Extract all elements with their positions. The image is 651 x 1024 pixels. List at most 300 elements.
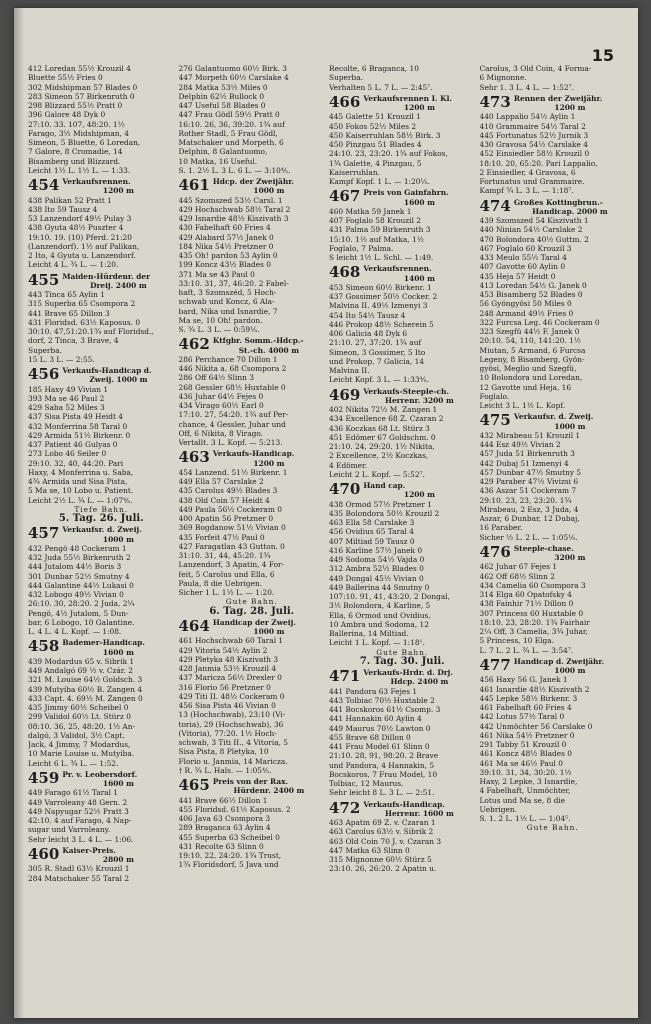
result-line: 18:10. 20, 65:20. Pari Lappalio, [479,158,598,168]
result-line: 23:10. 26, 26:20. 2 Apatin u. [329,864,437,874]
result-line: 406 Java 63 Csompora 3 [178,814,271,823]
result-line: 457 Juda 51 Birkenruth 3 [479,449,575,459]
result-line: 441 Brave 65 Dillon 3 [28,308,110,318]
result-line: Rother Stadl, 5 Frau Gödl, [178,128,278,138]
race-heading [28,177,175,196]
result-line: 455 Brave 68 Dillon 0 [329,732,411,742]
result-line: 410 Grammaire 54½ Taral 2 [479,121,586,131]
race-heading [179,618,326,637]
result-line: 2 Ito, 4 Gyuta u. Lanzendorf. [28,251,136,260]
result-line: 7 Galore, 8 Cromadie, 14 [28,147,123,157]
result-line: 432 Monferrina 58 Taral 0 [28,421,128,431]
result-line: † R. ¾ L. Hals. — 1:05⅘. [178,765,272,775]
result-line: 323 Szegfü 44½ F. Janek 0 [479,327,580,336]
result-line: Sehr 1. 3 L. 4 L. — 1:52⁷. [479,82,574,92]
race-title: Handicap d. Zweijähr. [513,656,605,666]
race-heading [480,544,627,563]
race-title: Verkaufsr. d. Zweij. [513,412,594,422]
result-line: 461 Isnardie 48½ Kiszivath 2 [479,684,590,694]
result-line: 286 Perchance 70 Dillon 1 [178,354,278,364]
result-line: 445 Szomszed 53½ Carsl. 1 [178,195,283,205]
race-number: 476 [479,542,511,561]
race-heading [179,777,326,796]
column-1 [28,64,175,994]
result-line: und Pandora, 4 Hannakin, 5 [329,760,435,770]
race-distance: Herrenr. 1600 m [384,808,454,818]
result-line: 456 Ovidius 65 Taral 4 [329,527,414,537]
result-line: Leicht Kopf. 3 L. — 1:33⅘. [329,375,430,385]
result-line: Bluette 55½ Fries 0 [28,73,103,83]
page-gutter-shadow [14,8,24,1018]
result-line: 29:10. 32, 40, 44:20. Pari [28,458,124,468]
race-heading [28,846,175,865]
race-heading [480,94,627,113]
race-number: 457 [28,524,60,543]
result-line: 439 Mutyiba 60½ B. Zangen 4 [28,684,143,694]
result-line: 449 Farago 61½ Taral 1 [28,788,118,798]
race-heading [329,800,476,819]
result-line: 439 Szomszed 54 Kiszivath 1 [479,216,589,225]
result-line: 461 Koncz 48½ Blades 0 [479,749,572,759]
result-line: 299 Validol 60½ Lt. Stürz 0 [28,712,131,722]
result-line: 446 Prokop 48½ Scherein 5 [329,319,434,329]
result-line: 407 Miltiad 59 Tausz 0 [329,536,415,546]
result-line: 442 Dubaj 51 Izmenyi 4 [479,458,569,468]
result-line: 435 Forfeit 47½ Paul 0 [178,532,265,542]
text-columns [28,64,626,994]
result-line: 449 Napyugar 52½ Pratt 3 [28,806,129,816]
result-line: 1¾ Floridsdorf, 5 Java und [178,860,279,870]
result-line: 407 Gavotte 60 Aylin 0 [479,262,566,272]
result-line: 449 Ballerina 44 Smutny 0 [329,582,430,592]
result-line: 431 Palma 59 Birkenruth 3 [329,225,431,235]
result-line: Delphin 62½ Bullock 0 [178,91,265,101]
result-line: 447 Useful 58 Blades 0 [178,101,266,110]
result-line: 184 Nika 54½ Pretzner 0 [178,241,274,251]
result-line: haft, 3 Szomszéd, 5 Hoch- [178,288,277,297]
race-heading [329,188,476,207]
race-title: Verkaufs-Handicap. [212,449,295,459]
result-line: Bocskoros, 7 Frau Model, 10 [329,769,438,779]
result-line: 462 Juhar 67 Fejes 1 [479,562,558,572]
result-line: 451 Edömer 67 Goldschm. 0 [329,432,436,442]
result-line: 21:10. 28, 91, 98:20. 2 Brave [329,751,439,761]
result-line: 449 Ella 57 Carslake 2 [178,477,264,486]
book-page [14,8,638,1018]
result-line: 302 Midshipman 57 Blades 0 [28,82,138,92]
result-line: 461 Fabelhaft 60 Fries 4 [479,703,572,712]
result-line: Off, 6 Nikita, 8 Virago. [178,428,264,438]
result-line: Pengö, 4½ Jutalom, 5 Dun- [28,608,129,618]
race-heading [28,272,175,291]
result-line: 453 Bisamberg 52 Blades 0 [479,290,583,299]
race-heading [480,657,627,676]
result-line: Leicht 1 L. Kopf. — 1:18¹. [329,638,425,648]
result-line: 437 Patient 46 Gulyas 0 [28,440,118,449]
result-line: 413 Loredan 54½ G. Janek 0 [479,280,587,290]
result-line: Matschaker und Morpeth, 6 [178,138,284,147]
race-distance: 1600 m [102,779,134,788]
result-line: 446 Nikita a. 68 Csompora 2 [178,364,287,373]
result-line: (Lanzendorf). 1½ auf Palikan, [28,241,140,251]
result-line: 449 Sodoma 54½ Vajda 0 [329,555,425,564]
race-number: 463 [178,448,210,467]
result-line: L. 4 L. 4 L. Kopf. — 1:08. [28,627,122,636]
result-line: 429 Hochschwab 58½ Taral 2 [178,204,291,214]
result-line: 21:10. 24, 29:20. 1½ Nikita, [329,442,435,451]
result-line: 445 Galette 51 Krouzil 1 [329,112,421,122]
result-line: 19:10. 22, 24:20. 1¾ Trust, [178,851,282,860]
race-heading [179,177,326,196]
race-distance: 1200 m [554,103,586,112]
race-distance: 1400 m [403,273,435,283]
result-line: Legeny, 8 Bisamberg, Gyön- [479,354,585,364]
result-line: 17:10. 27, 54:20. 1¾ auf Per- [178,410,289,420]
result-line: 444 Jutalom 44½ Boris 3 [28,562,122,572]
race-number: 454 [28,176,60,194]
result-line: 31:10. 31, 44, 45:20. 1¾ [178,551,271,560]
result-line: 467 Foglalo 60 Krouzil 3 [479,243,572,253]
result-line: 291 Tabby 51 Krouzil 0 [479,740,567,749]
race-number: 474 [479,196,511,215]
result-line: 456 Sisa Pista 46 Vivian 0 [178,701,276,710]
result-line: 435 Heja 57 Heidt 0 [479,271,556,281]
result-line: S. ¾ L. 3 L. — 0:59⅕. [178,325,260,334]
race-number: 458 [28,637,60,656]
result-line: 450 Pinzgau 51 Blades 4 [329,140,422,149]
result-line: Sehr leicht 3 L. 4 L. — 1:06. [28,834,134,844]
result-line: Foglalo. [479,391,510,401]
race-number: 455 [28,270,60,289]
result-line: 429 Vitoria 54½ Aylin 2 [178,645,268,655]
result-line: 431 Recolte 63 Slinn 0 [178,841,264,851]
result-line: 312 Ambra 52½ Blades 0 [329,564,424,574]
result-line: 4 Fabelhaft, Unmöchter, [479,786,571,796]
race-heading [179,336,326,355]
day-heading: 5. Tag. 26. Juli. [58,513,144,524]
result-line: 449 Paula 56½ Cockeram 0 [178,504,282,514]
race-distance: 1000 m [102,534,134,544]
race-number: 472 [329,798,361,817]
race-title: Verkaufsrennen. [62,177,131,186]
race-title: Bademer-Handicap. [62,638,145,648]
result-line: dalgó, 3 Validol, 3½ Capt. [28,730,125,740]
race-title: Kaiser-Preis. [62,845,116,855]
result-line: Leicht 1½ L. 1½ L. — 1:33. [28,165,131,175]
race-title: Maiden-Hürdenr. der [62,271,151,281]
race-number: 467 [329,187,361,206]
result-line: Mirabeau, 2 Esz, 3 Juda, 4 [479,504,579,514]
result-line: 441 Brave 66½ Dillon 1 [178,795,268,805]
result-line: 434 Excellence 68 Z. Czaran 2 [329,414,444,424]
race-distance: 1600 m [102,647,134,657]
race-title: Hand cap. [363,481,406,490]
result-line: S. 1. 2½ L. 3 L. 6 L. — 3:10⅘. [178,165,291,175]
result-line: 199 Koncz 43½ Blades 0 [178,260,271,270]
result-line: 453 Simeon 60½ Birkenr. 1 [329,282,432,292]
result-line: bard, Nika und Isnardie, 7 [178,306,278,316]
result-line: 29:10. 23, 23, 23:20. 1¾ [479,495,572,505]
race-title: Preis von Gainfahrn. [363,188,449,198]
result-line: 432 Mirabeau 51 Krouzil 1 [479,430,581,440]
race-heading [329,387,476,406]
result-line: 429 Titi II. 48½ Cockeram 0 [178,691,285,701]
race-number: 473 [479,92,511,111]
result-line: 10 Bolondora und Loredan, [479,373,583,383]
result-line: 428 Janmia 53½ Krouzil 4 [178,664,277,673]
result-line: 107:10. 91, 41, 43:20. 2 Dongal, [329,592,450,601]
result-line: 429 Alabard 57½ Janek 0 [178,232,274,242]
result-line: Jack, 4 Jimmy, 7 Modardus, [28,740,131,749]
race-distance: 1200 m [102,186,134,196]
result-line: 450 Fokos 52½ Miles 2 [329,121,417,131]
result-line: Sicher ½ L. 2 L. — 1:05⅕. [479,532,578,542]
result-line: 463 Apatin 69 Z. v. Czaran 1 [329,818,436,827]
result-line: 16:10. 26, 36, 39:20. 1¾ auf [178,119,285,129]
result-line: 439 Modardus 65 v. Sibrik 1 [28,656,135,666]
result-line: Leicht 2 L. Kopf. — 5:52⁷. [329,469,425,479]
race-number: 459 [28,768,60,787]
result-line: und Prokop, 7 Galicia, 14 [329,356,425,366]
result-line: 400 Apatin 56 Pretzner 0 [178,514,274,523]
result-line: 449 Varroleany 48 Gern. 2 [28,797,128,807]
race-title: Preis von der Rax. [212,777,289,786]
result-line: Vertallt. 3 L. Kopf. — 5:213. [178,438,283,447]
race-number: 470 [329,480,361,498]
result-line: 12 Gavotte und Heja, 16 [479,382,572,392]
race-distance: St.-ch. 4000 m [238,345,300,355]
race-heading [28,638,175,657]
result-line: Carolus, 3 Old Coin, 4 Forma- [479,64,592,73]
result-line: 289 Braganca 63 Aylin 4 [178,823,271,833]
race-heading [28,770,175,789]
result-line: 449 Maurus 70½ Lawton 0 [329,723,431,733]
result-line: 434 Virago 60½ Earl 0 [178,401,264,410]
result-line: 442 Unmöchter 56 Carslake 0 [479,721,593,731]
result-line: 15:10. 1½ auf Matka, 1½ [329,234,424,244]
result-line: Haxy, 2 Lepke, 3 Isnardie, [479,777,578,786]
page-number: 15 [591,46,614,65]
race-number: 461 [178,176,210,194]
result-line: 15 L. 3 L. — 2:55. [28,354,95,364]
race-number: 471 [329,667,361,685]
result-line: 443 Tolbiac 70½ Huxtable 2 [329,695,435,705]
race-heading [28,366,175,385]
result-line: Simeon, 5 Bluette, 6 Loredan, [28,138,141,147]
result-line: schwab, 3 Titi II., 4 Vitoria, 5 [178,738,289,747]
result-line: 5 Princess, 10 Elga. [479,636,554,646]
result-line: 445 Lepke 58½ Birkenr. 3 [479,693,578,703]
result-line: 438 Gyuta 48½ Puszter 4 [28,223,124,233]
result-line: 2¼ Off, 3 Camelia, 3¾ Juhar, [479,627,588,636]
race-distance: 1600 m [403,197,435,207]
result-line: 1¾ Galette, 4 Pinzgau, 5 [329,158,422,168]
result-line: 18:10. 23, 28:20. 1¾ Fairhair [479,617,590,627]
result-line: 315 Superba 65 Csompora 2 [28,299,136,309]
race-heading [28,525,175,544]
result-line: Recolte, 6 Braganca, 10 [329,64,419,73]
race-title: Steeple-chase. [513,543,574,553]
race-title: Verkaufsrennen. [363,264,432,274]
race-distance: 1200 m [403,490,435,500]
result-line: Leicht 3 L. 1½ L. Kopf. [479,401,566,410]
result-line: 454 Ito 54½ Tausz 4 [329,310,406,320]
race-heading [329,264,476,283]
column-3 [329,64,476,994]
race-heading [329,668,476,687]
result-line: Haxy, 4 Monferrina u. Saba, [28,467,134,477]
result-line: 427 Faragatlan 43 Gutton. 0 [178,541,285,551]
race-heading [329,94,476,113]
result-line: 371 Ma se 43 Paul 0 [178,269,255,279]
result-line: Ella, 6 Ormod und Ovidius, [329,610,431,620]
result-line: 33:10. 31, 37, 46:20. 2 Fabel- [178,278,289,288]
result-line: 407 Foglalo 58 Krouzil 2 [329,216,421,225]
result-line: 457 Dunbar 47½ Smutny 5 [479,467,582,477]
result-line: Foglalo, 7 Palma. [329,243,394,253]
result-line: 437 Sisa Pista 49 Heidt 4 [28,412,123,422]
result-line: 30:10. 47,51:20.1¾ auf Floridsd., [28,327,154,336]
race-number: 460 [28,844,60,863]
result-line: 447 Frau Gödl 59½ Pratt 0 [178,110,280,120]
result-line: 2 Einsiedler, 4 Gravosa, 6 [479,167,576,177]
result-line: 185 Haxy 49 Vivian 1 [28,384,109,394]
result-line: 432 Pengö 48 Cockeram 1 [28,543,127,553]
result-line: 455 Floridsd. 61½ Kaposus. 2 [178,804,291,814]
race-distance: Handicap. 2000 m [532,206,608,216]
column-4 [480,64,627,994]
race-number: 469 [329,385,361,404]
result-line: Paula, 8 die Uebrigen. [178,578,263,588]
result-line: 321 M. Louise 64½ Goldsch. 3 [28,675,143,685]
race-title: Verkaufs-Hrdr. d. Drj. [363,668,453,677]
result-line: 435 Carolus 49½ Blades 3 [178,486,278,496]
result-line: 463 Old Coin 70 J. v. Czaran 3 [329,836,442,846]
result-line: 27:10. 33. 107, 48:20. 1½ [28,119,125,129]
race-number: 456 [28,365,60,383]
race-title: Verkaufs-Handicap d. [62,366,152,375]
result-line: S leicht 1½ L. Schl. — 1:49. [329,253,434,262]
race-title: Verkaufsrennen I. Kl. [363,93,452,103]
race-distance: Hürdenr. 2400 m [233,786,305,796]
result-line: 20:10. 54, 110, 141:20. 1½ [479,336,581,346]
race-title: Verkaufs-Handicap. [363,799,445,809]
result-line: 284 Matschaker 55 Taral 2 [28,873,130,883]
result-line: Fortunatus und Grammaire. [479,177,585,186]
result-line: 315 Mignonne 60½ Stürz 5 [329,855,432,864]
result-line: 433 Capt. 4. 69½ M. Zangen 0 [28,693,143,703]
result-line: 2 Excellence, 2½ Koczkas, [329,451,429,461]
result-line: 268 Gessler 68½ Huxtable 0 [178,382,286,392]
race-distance: 3200 m [554,553,586,562]
result-line: 444 Esz 49½ Vivian 2 [479,440,561,449]
result-line: 440 Ninian 54½ Carslake 2 [479,225,583,235]
race-number: 475 [479,411,511,430]
result-line: Lotus und Ma se, 8 die [479,795,566,805]
result-line: 435 Oh! pardon 53 Aylin 0 [178,251,278,260]
column-2 [179,64,326,994]
race-distance: 2800 m [102,855,134,864]
result-line: 412 Loredan 55½ Krouzil 4 [28,64,131,73]
result-line: 438 Fainhir 71½ Dillon 0 [479,599,574,609]
result-line: Simeon, 3 Gossimer, 5 Ito [329,347,426,357]
result-line: 396 Galore 48 Dyk 0 [28,110,106,120]
result-line: 21:10. 27, 37:20. 1¾ auf [329,338,422,348]
result-line: 437 Maricza 56½ Drexler 0 [178,673,282,683]
result-line: 461 Hochschwab 60 Taral 1 [178,636,284,646]
result-line: Tolbiac, 12 Maurus. [329,779,404,788]
result-line: 444 Galantine 44½ Lukasi 0 [28,580,134,590]
result-line: 08:10. 36, 25, 48:20. 1½ An- [28,721,136,731]
race-number: 477 [479,655,511,674]
race-title: Verkaufs-Steeple-ch. [363,386,450,396]
race-heading [179,449,326,468]
day-heading: 6. Tag. 28. Juli. [209,605,295,617]
result-line: (Vitoria), 77:20. 1½ Hoch- [178,728,277,738]
result-line: 461 Nika 54½ Pretzner 0 [479,730,575,740]
result-line: 454 Lanzend. 51½ Birkenr. 1 [178,467,288,477]
result-line: 461 Ma se 46½ Paul 0 [479,758,563,768]
result-line: 436 Koczkas 68 Lt. Stürz 3 [329,423,430,433]
result-line: 393 Ma se 46 Paul 2 [28,393,105,403]
result-line: Kampf Kopf. 1 L. — 1:20⅕. [329,177,430,186]
result-line: 429 Armida 51½ Birkenr. 0 [28,430,131,440]
result-line: 450 Kaiserruhlan 58½ Birk. 3 [329,130,441,140]
result-line: 429 Isnardie 48½ Kiszivath 3 [178,214,289,223]
result-line: 449 Andalgó 69 ½ v. Czár. 2 [28,666,133,675]
result-line: 433 Meulo 55½ Taral 4 [479,253,567,262]
result-line: Lanzendorf, 3 Apatin, 4 For- [178,560,285,570]
result-line: 10 Ambra und Sodoma, 12 [329,619,429,629]
race-distance: Herrenr. 3200 m [384,395,454,405]
result-line: Kaiserruhlan. [329,167,380,177]
result-line: bar, 6 Lobogo, 10 Galantine. [28,617,135,627]
result-line: 436 Aszar 51 Cockeram 7 [479,486,577,496]
race-title: Pr. v. Leobersdorf. [62,769,138,779]
race-distance: 1000 m [554,421,586,431]
race-number: 464 [178,616,210,635]
result-line: 447 Matka 63 Slinn 0 [329,845,410,855]
race-heading [480,412,627,431]
race-number: 468 [329,263,361,282]
result-line: Leicht 4 L. ¾ L. — 1:20. [28,260,119,270]
result-line: 456 Haxy 56 G. Janek 1 [479,675,568,685]
result-line: 19:10. 19. (10) Pferd. 21:20 [28,232,132,242]
result-line: 283 Simeon 57 Birkenruth 0 [28,91,135,101]
result-line: 463 Carolus 63½ v. Sibrik 2 [329,827,434,837]
result-line: Delphin, 8 Galantuomo, [178,147,268,157]
result-line: 438 Ormod 57½ Pretzner 1 [329,499,432,509]
result-line: 445 Fortunatus 52½ Jurnik 3 [479,130,589,140]
result-line: 273 Lobo 46 Seiler 0 [28,449,107,459]
result-line: 42:10. 4 auf Farago, 4 Nap- [28,816,132,825]
result-line: 432 Juda 55½ Birkenruth 2 [28,553,131,562]
result-line: Superba. [329,73,363,83]
result-line: 452 Einsiedler 58½ Krouzil 0 [479,149,590,159]
race-distance: 1000 m [253,627,285,636]
result-line: 406 Galicia 48 Dyk 6 [329,329,408,338]
result-line: 438 Palikan 52 Pratt 1 [28,195,112,205]
result-line: 26:10. 30, 28:20. 2 Juda, 2¼ [28,599,135,609]
race-title: Verkaufsr. d. Zweij. [62,525,142,535]
race-title: Rennen der Zweijähr. [513,93,603,103]
result-line: 436 Juhar 64½ Fejes 0 [178,391,264,401]
result-line: 3½ Bolondora, 4 Karline, 5 [329,601,431,611]
track-condition: Gute Bahn. [526,823,579,833]
result-line: Leicht 6 L. ¾ L. — 1:52. [28,758,119,768]
result-line: 429 Saba 52 Miles 3 [28,403,105,412]
track-condition: Gute Bahn. [376,647,429,657]
